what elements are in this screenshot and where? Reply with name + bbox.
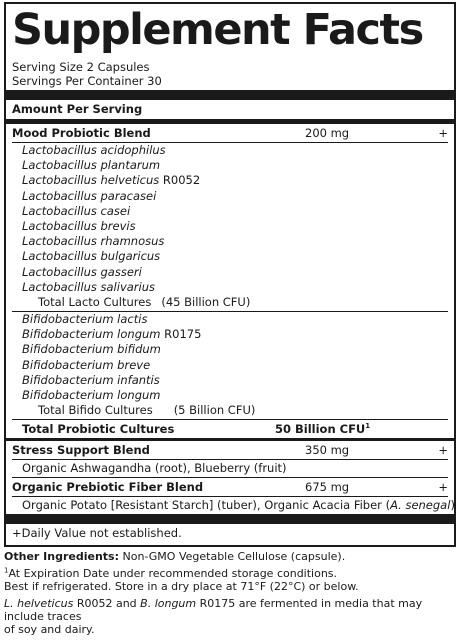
strain-name: Bifidobacterium infantis [22,372,160,387]
strain-name: Lactobacillus acidophilus [22,143,166,157]
strain-item [12,373,448,388]
strain-name: Bifidobacterium bifidum [22,342,161,357]
other-ingredients: Other Ingredients: Non-GMO Vegetable Cellulose (capsule). [4,550,346,563]
strain-item [12,204,448,219]
strain-item [12,280,448,295]
fermentation-note: L. helveticus R0052 and B. longum R0175 are fermented in media that may include traces of soy and dairy. [4,597,423,636]
fiber-blend-dv: + [438,480,448,495]
mood-blend-amount: 200 mg [305,126,350,140]
strain-name: Lactobacillus bulgaricus [22,249,161,264]
serving-size: Serving Size 2 Capsules [12,60,150,74]
stress-blend-row [12,441,448,459]
expiration-footnote: $^1$At Expiration Date under recommended storage conditions. Best if refrigerated. Store in a dry place at 71°F (22°C) or below. [4,566,359,593]
strain-item [12,158,448,173]
strain-item [12,358,448,373]
mood-blend-row [12,124,448,142]
strain-code: R0175 [164,327,202,342]
fiber-blend-ingredients: Organic Potato [Resistant Starch] (tuber), Organic Acacia Fiber (A. senegal) [22,498,455,513]
strain-name: Lactobacillus plantarum [22,158,161,173]
strain-name: Lactobacillus brevis [22,218,136,233]
total-lacto-row [12,295,448,310]
stress-blend-dv: + [438,443,448,458]
strain-name: Bifidobacterium lactis [22,312,148,327]
total-lacto-label: Total Lacto Cultures [38,294,152,309]
fiber-blend-row [12,478,448,496]
fiber-blend-name: Organic Prebiotic Fiber Blend [12,480,204,495]
thick-divider [6,90,454,100]
total-bifido-label: Total Bifido Cultures [38,403,153,418]
strain-name: Lactobacillus casei [22,203,131,218]
strain-item [12,189,448,204]
strain-name: Bifidobacterium breve [22,357,151,372]
total-bifido-row [12,403,448,418]
servings-per-container: Servings Per Container 30 [12,74,162,88]
thick-divider [6,514,454,524]
stress-blend-ingredients: Organic Ashwagandha (root), Blueberry (fruit) [22,461,287,476]
supplement-facts-panel [4,2,456,547]
total-probiotic-label: Total Probiotic Cultures [22,422,175,437]
total-probiotic-row [12,420,448,438]
total-lacto-cfu: (45 Billion CFU) [161,294,251,309]
strain-name: Lactobacillus salivarius [22,279,155,294]
lacto-strain-list [12,143,448,295]
stress-blend-name: Stress Support Blend [12,443,150,458]
strain-item [12,249,448,264]
strain-item [12,173,448,188]
strain-item [12,327,448,342]
strain-item [12,265,448,280]
panel-title: Supplement Facts [12,5,423,55]
label-notes [4,550,456,640]
daily-value-note: +Daily Value not established. [12,526,182,541]
strain-item [12,342,448,357]
mood-blend-dv: + [438,126,448,140]
strain-item [12,219,448,234]
strain-name: Bifidobacterium longum [22,388,161,402]
total-bifido-cfu: (5 Billion CFU) [173,403,256,418]
strain-item [12,388,448,403]
strain-name: Lactobacillus helveticus [22,173,160,188]
amount-per-serving-header: Amount Per Serving [12,102,143,116]
strain-name: Lactobacillus paracasei [22,188,157,203]
bifido-strain-list [12,312,448,403]
mood-blend-name: Mood Probiotic Blend [12,126,151,140]
strain-code: R0052 [162,173,201,188]
strain-item [12,234,448,249]
total-probiotic-amount: 50 Billion CFU$^1$ [275,422,371,437]
strain-name: Lactobacillus gasseri [22,264,142,279]
strain-name: Lactobacillus rhamnosus [22,234,165,249]
strain-name: Bifidobacterium longum [22,327,161,342]
strain-item [12,312,448,327]
fiber-blend-amount: 675 mg [305,480,350,495]
strain-item [12,143,448,158]
stress-blend-amount: 350 mg [305,443,350,458]
